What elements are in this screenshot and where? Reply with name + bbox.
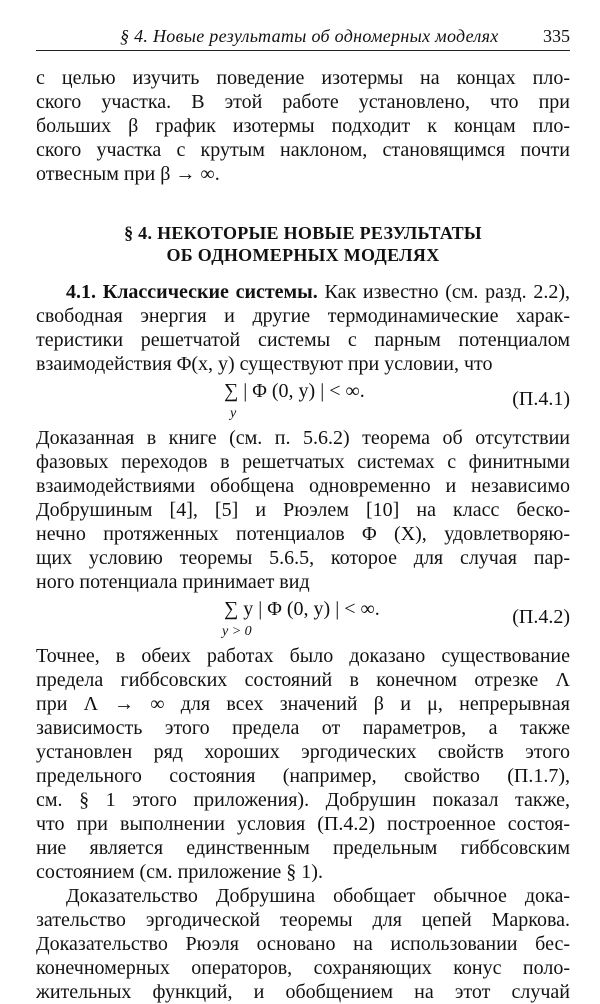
text-line: жительных функций, и обобщением на этот случай	[36, 981, 570, 1003]
text-line: взаимодействиями обобщена одновременно и независимо	[36, 475, 570, 497]
text-line: при Λ → ∞ для всех значений β и μ, непрерывная	[36, 693, 570, 715]
text-line: состоянием (см. приложение § 1).	[36, 861, 323, 883]
section-title-line: ОБ ОДНОМЕРНЫХ МОДЕЛЯХ	[166, 245, 440, 265]
section-title-line: § 4. НЕКОТОРЫЕ НОВЫЕ РЕЗУЛЬТАТЫ	[124, 223, 482, 243]
paragraph-more-precisely	[36, 644, 570, 884]
text-line: ского участка с крутым наклоном, становящимся почти	[36, 139, 570, 161]
text-line: с целью изучить поведение изотермы на концах пло-	[36, 67, 570, 89]
text-line: ского участка. В этой работе установлено, что при	[36, 91, 570, 113]
text-line: зависимость этого предела от параметров, а также	[36, 717, 570, 739]
formula-expression: ∑ | Φ (0, y) | < ∞.	[224, 380, 365, 402]
text-fragment: Как известно (см. разд. 2.2),	[324, 281, 571, 303]
text-line: ного потенциала принимает вид	[36, 571, 310, 593]
page-header	[36, 14, 570, 51]
text-line: предела гиббсовских состояний в конечном отрезке Λ	[36, 669, 570, 691]
text-line: теристики решетчатой системы с парным потенциалом	[36, 329, 570, 351]
text-line: больших β график изотермы подходит к концам пло-	[36, 115, 570, 137]
formula-subscript: y > 0	[222, 624, 252, 639]
text-line: Доказательство Рюэля основано на использовании бес-	[36, 933, 570, 955]
formula-p41	[36, 376, 570, 426]
paragraph-dobrushin-ruelle	[36, 426, 570, 594]
text-line: Доказанная в книге (см. п. 5.6.2) теорема об отсутствии	[36, 427, 570, 449]
text-line: Точнее, в обеих работах было доказано существование	[36, 645, 570, 667]
paragraph-proof	[36, 884, 570, 1004]
text-line: фазовых переходов в решетчатых системах с финитными	[36, 451, 570, 473]
text-line	[36, 280, 570, 304]
subsection-heading: 4.1. Классические системы.	[66, 281, 318, 303]
text-line: Доказательство Добрушина обобщает обычное дока-	[66, 885, 570, 907]
paragraph-intro	[36, 66, 570, 186]
text-line: отвесным при β → ∞.	[36, 163, 220, 185]
text-line: установлен ряд хороших эргодических свойств этого	[36, 741, 570, 763]
text-line: конечномерных операторов, сохраняющих конус поло-	[36, 957, 570, 979]
text-line: что при выполнении условия (П.4.2) построенное состоя-	[36, 813, 570, 835]
text-line: щих условию теоремы 5.6.5, которое для случая пар-	[36, 547, 570, 569]
formula-number: (П.4.2)	[512, 606, 570, 628]
text-line: зательство эргодической теоремы для цепей Маркова.	[36, 909, 570, 931]
formula-number: (П.4.1)	[512, 388, 570, 410]
section-title	[36, 222, 570, 266]
text-line: нечно протяженных потенциалов Φ (X), удовлетворяю-	[36, 523, 570, 545]
paragraph-classical-systems	[36, 280, 570, 376]
text-line: см. § 1 этого приложения). Добрушин показал также,	[36, 789, 570, 811]
running-title: § 4. Новые результаты об одномерных моделях	[120, 26, 499, 46]
text-line: ние является единственным предельным гиббсовским	[36, 837, 570, 859]
text-line: предельного состояния (например, свойство (П.1.7),	[36, 765, 570, 787]
page-number: 335	[543, 26, 570, 46]
formula-subscript: y	[230, 406, 237, 421]
page-body	[36, 66, 570, 1004]
text-line: свободная энергия и другие термодинамические харак-	[36, 305, 570, 327]
text-line: взаимодействия Φ(x, y) существуют при условии, что	[36, 353, 493, 375]
text-line: Добрушиным [4], [5] и Рюэлем [10] на класс беско-	[36, 499, 570, 521]
formula-expression: ∑ y | Φ (0, y) | < ∞.	[224, 598, 380, 620]
formula-p42	[36, 594, 570, 644]
